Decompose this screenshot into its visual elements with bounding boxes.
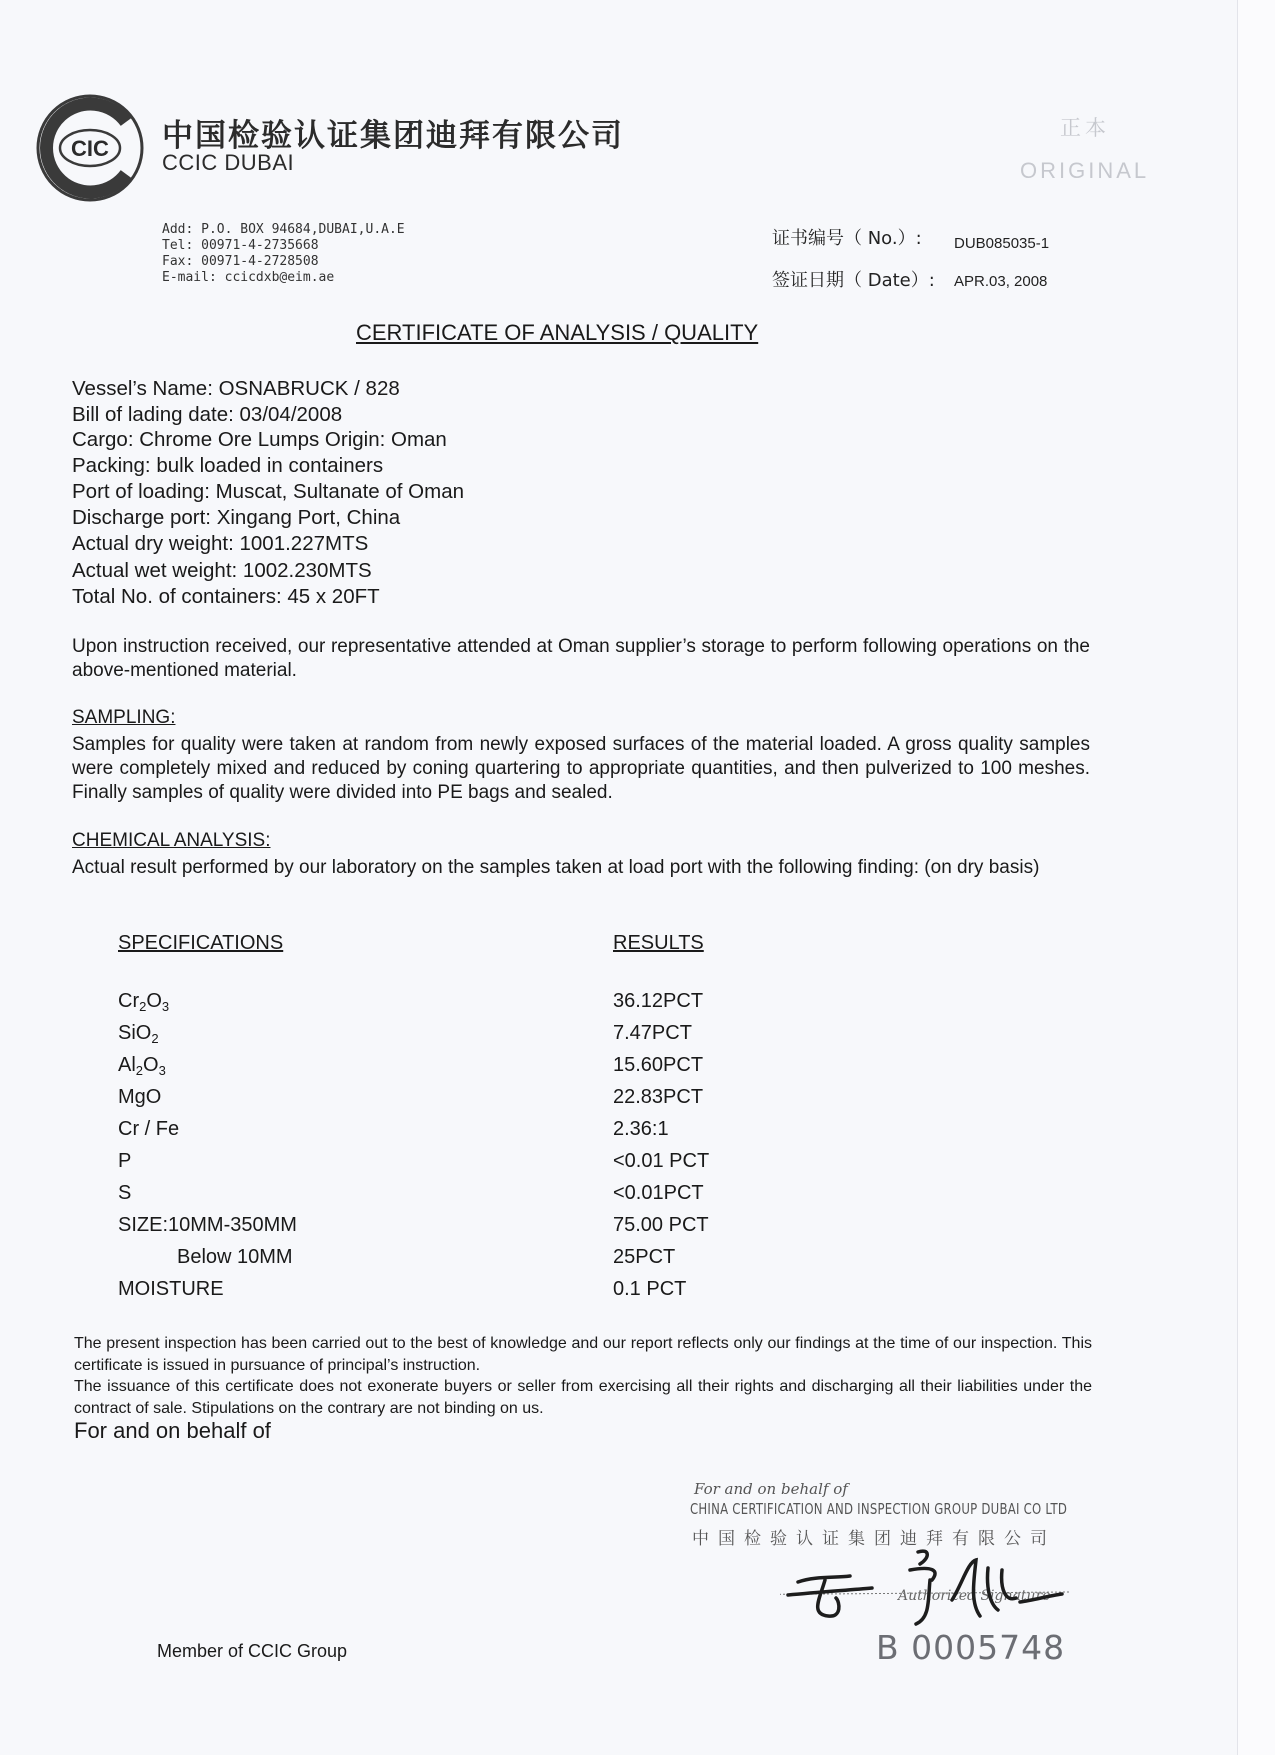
field-packing: Packing: bulk loaded in containers [72,454,384,477]
result-below-10mm: 25PCT [613,1246,676,1268]
stamp-line-1: For and on behalf of [694,1480,848,1498]
result-s: <0.01PCT [613,1182,704,1204]
cert-no-label: 证书编号（ No.）: [772,228,922,249]
sampling-paragraph: Samples for quality were taken at random from newly exposed surfaces of the material loaded. A gross quality samples were completely mixed and reduced by coning quartering to appropriate quantities, and then pulverized to 100 meshes. Finally samples of quality were divided into PE bags and sealed. [72,734,1090,803]
spec-s: S [118,1182,132,1204]
stamp-line-3: 中国检验认证集团迪拜有限公司 [692,1529,1056,1549]
spec-sio2: SiO$_2$ [118,1022,159,1046]
chemical-paragraph: Actual result performed by our laboratory on the samples taken at load port with the following finding: (on dry basis) [72,857,1040,878]
result-moisture: 0.1 PCT [613,1278,687,1300]
sampling-heading: SAMPLING: [72,707,176,728]
field-discharge-port: Discharge port: Xingang Port, China [72,506,401,529]
disclaimer-paragraph-1: The present inspection has been carried out to the best of knowledge and our report reflects only our findings at the time of our inspection. This certificate is issued in pursuance of principal’s instruction. [74,1335,1092,1374]
specifications-header: SPECIFICATIONS [118,932,284,954]
spec-moisture: MOISTURE [118,1278,224,1300]
contact-address: Add: P.O. BOX 94684,DUBAI,U.A.E [162,222,405,237]
authorized-signature-label: Authorized Signature [898,1588,1051,1604]
result-p: <0.01 PCT [613,1150,710,1172]
results-header: RESULTS [613,932,704,954]
company-name-en: CCIC DUBAI [162,150,295,175]
field-wet-weight: Actual wet weight: 1002.230MTS [72,559,372,582]
stamp-line-2: CHINA CERTIFICATION AND INSPECTION GROUP DUBAI CO LTD [690,1500,1068,1518]
field-bl-date: Bill of lading date: 03/04/2008 [72,403,343,426]
date-value: APR.03, 2008 [954,273,1048,290]
field-dry-weight: Actual dry weight: 1001.227MTS [72,532,369,555]
spec-below-10mm: Below 10MM [177,1246,293,1268]
spec-mgo: MgO [118,1086,162,1108]
result-al2o3: 15.60PCT [613,1054,704,1076]
field-port-loading: Port of loading: Muscat, Sultanate of Oman [72,480,464,503]
spec-p: P [118,1150,132,1172]
result-sio2: 7.47PCT [613,1022,692,1044]
spec-size: SIZE:10MM-350MM [118,1214,297,1236]
original-mark-cn: 正本 [1060,116,1110,140]
document-title: CERTIFICATE OF ANALYSIS / QUALITY [356,320,759,345]
contact-tel: Tel: 00971-4-2735668 [162,238,319,253]
spec-cr2o3: $Cr_2O_3$ [118,990,170,1014]
spec-cr-fe: Cr / Fe [118,1118,180,1140]
disclaimer-paragraph-2: The issuance of this certificate does not exonerate buyers or seller from exercising all their rights and discharging all their liabilities under the contract of sale. Stipulations on the contrary are not binding on us. [74,1378,1092,1417]
intro-paragraph: Upon instruction received, our representative attended at Oman supplier’s storage to perform following operations on the above-mentioned material. [72,636,1090,681]
result-cr2o3: 36.12PCT [613,990,704,1012]
member-of-group-text: Member of CCIC Group [157,1641,348,1661]
contact-fax: Fax: 00971-4-2728508 [162,254,319,269]
serial-number: B 0005748 [876,1628,1066,1667]
logo-text: CIC [71,136,109,161]
result-size: 75.00 PCT [613,1214,709,1236]
contact-email: E-mail: ccicdxb@eim.ae [162,270,335,285]
company-name-cn: 中国检验认证集团迪拜有限公司 [162,118,624,154]
field-vessel: Vessel’s Name: OSNABRUCK / 828 [72,377,400,400]
result-mgo: 22.83PCT [613,1086,704,1108]
cert-no-value: DUB085035-1 [954,235,1050,252]
chemical-heading: CHEMICAL ANALYSIS: [72,830,271,851]
scan-edge [1237,0,1275,1755]
date-label: 签证日期（ Date）: [772,270,935,291]
on-behalf-text: For and on behalf of [74,1418,271,1443]
field-cargo: Cargo: Chrome Ore Lumps Origin: Oman [72,428,447,451]
ccic-logo-icon [34,92,146,204]
signature-icon [780,1540,1080,1640]
original-mark-en: ORIGINAL [1020,158,1150,183]
result-cr-fe: 2.36:1 [613,1118,669,1140]
spec-al2o3: $Al_2O_3$ [118,1054,166,1078]
field-containers: Total No. of containers: 45 x 20FT [72,585,380,608]
